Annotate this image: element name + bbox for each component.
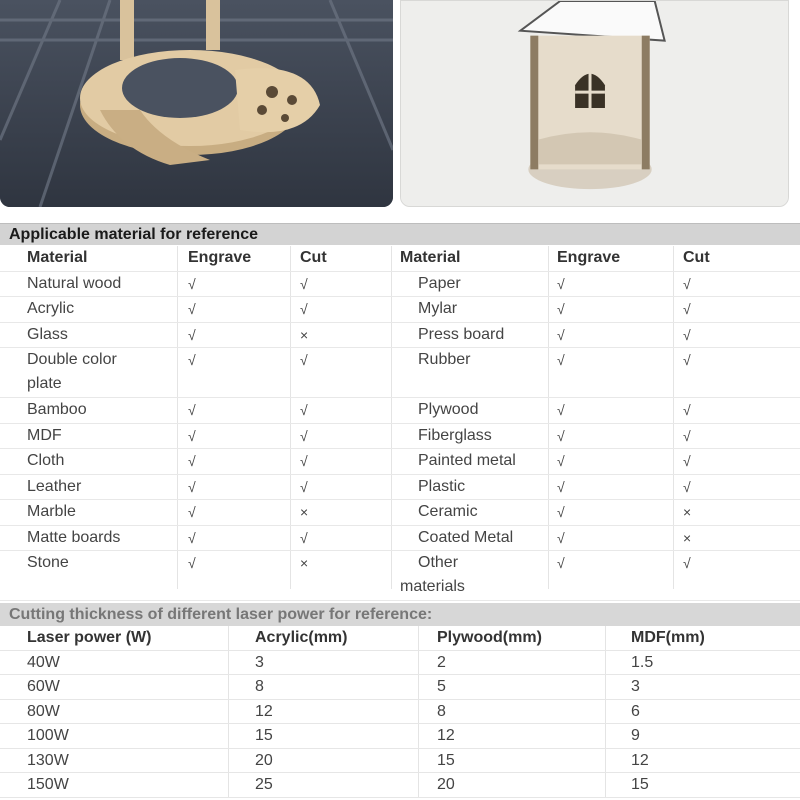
thickness-table-cell: 12 bbox=[631, 751, 649, 769]
material-table-cell: √ bbox=[188, 352, 196, 368]
material-table-cell: √ bbox=[188, 555, 196, 571]
material-table-cell: Ceramic bbox=[418, 503, 478, 520]
wooden-cutout-photo bbox=[0, 0, 393, 207]
thickness-table-cell: 12 bbox=[255, 702, 273, 720]
material-table-cell: √ bbox=[557, 504, 565, 520]
thickness-table-title: Cutting thickness of different laser power for reference: bbox=[0, 603, 800, 626]
material-table-cell: Rubber bbox=[418, 351, 471, 368]
thickness-table-cell: 20 bbox=[437, 776, 455, 793]
thickness-table-row bbox=[0, 651, 800, 676]
wooden-house-photo bbox=[400, 0, 789, 207]
material-table-header-cell: Cut bbox=[683, 249, 710, 266]
material-table-cell: Press board bbox=[418, 325, 505, 343]
material-table-cell: √ bbox=[683, 301, 691, 317]
material-table-cell: √ bbox=[300, 529, 308, 546]
thickness-table-cell: 40W bbox=[27, 653, 60, 671]
material-table-cell: √ bbox=[300, 352, 308, 368]
material-table-cell: √ bbox=[683, 555, 691, 571]
material-table-cell: √ bbox=[300, 275, 308, 292]
material-table-cell: √ bbox=[557, 301, 565, 317]
material-table-cell: Painted metal bbox=[418, 452, 516, 469]
material-table-cell: × bbox=[300, 504, 309, 520]
material-table-cell: Marble bbox=[27, 503, 76, 520]
material-table-cell: Mylar bbox=[418, 300, 458, 317]
material-table-cell: √ bbox=[557, 326, 565, 343]
material-table-cell: √ bbox=[300, 402, 308, 418]
material-table-cell: × bbox=[683, 504, 692, 520]
material-table-cell: √ bbox=[683, 275, 691, 292]
material-table-cell: √ bbox=[557, 478, 565, 495]
material-table-cell: Fiberglass bbox=[418, 426, 492, 444]
material-table-header bbox=[0, 246, 800, 272]
thickness-table-row bbox=[0, 749, 800, 774]
material-table-cell: √ bbox=[300, 301, 308, 317]
material-table-cell: MDF bbox=[27, 426, 62, 444]
material-table-header-cell: Engrave bbox=[557, 249, 621, 266]
material-table-cell: √ bbox=[557, 427, 565, 444]
material-table-row bbox=[0, 449, 800, 475]
material-table-cell: √ bbox=[300, 427, 308, 444]
material-table-cell: Natural wood bbox=[27, 274, 122, 292]
thickness-table-cell: 15 bbox=[437, 751, 455, 769]
material-table-header-cell: Material bbox=[400, 249, 461, 266]
thickness-table-header-cell: Plywood(mm) bbox=[437, 629, 542, 646]
material-table-cell: × bbox=[300, 326, 309, 343]
material-table-cell: √ bbox=[683, 352, 691, 368]
material-table-cell: √ bbox=[683, 427, 691, 444]
thickness-table-cell: 12 bbox=[437, 727, 455, 744]
material-table-title: Applicable material for reference bbox=[0, 223, 800, 245]
material-table-cell: √ bbox=[188, 453, 196, 469]
material-table-cell: √ bbox=[683, 326, 691, 343]
material-table-row bbox=[0, 323, 800, 349]
thickness-table-row bbox=[0, 700, 800, 725]
material-table-cell: √ bbox=[557, 402, 565, 418]
material-table-cell: √ bbox=[188, 427, 196, 444]
thickness-table-cell: 150W bbox=[27, 776, 69, 793]
material-table-cell: √ bbox=[300, 453, 308, 469]
material-table-cell: √ bbox=[557, 555, 565, 571]
material-table-cell: Leather bbox=[27, 477, 82, 495]
material-table-cell: √ bbox=[188, 504, 196, 520]
material-table-row bbox=[0, 424, 800, 450]
thickness-table-cell: 8 bbox=[437, 702, 446, 720]
thickness-table-cell: 1.5 bbox=[631, 653, 654, 671]
material-table-cell: Paper bbox=[418, 274, 461, 292]
material-table-cell: √ bbox=[188, 478, 196, 495]
thickness-table-cell: 6 bbox=[631, 702, 640, 720]
material-table-row bbox=[0, 348, 800, 398]
material-table-cell: Acrylic bbox=[27, 300, 75, 317]
material-table-cell: √ bbox=[188, 529, 196, 546]
material-table-cell: Bamboo bbox=[27, 401, 87, 418]
thickness-table-row bbox=[0, 675, 800, 700]
material-table-row bbox=[0, 398, 800, 424]
material-table-row bbox=[0, 500, 800, 526]
material-table-cell: √ bbox=[683, 453, 691, 469]
thickness-table-cell: 2 bbox=[437, 653, 446, 671]
material-table-cell: √ bbox=[557, 453, 565, 469]
material-table-row bbox=[0, 526, 800, 552]
material-table-row bbox=[0, 551, 800, 601]
material-table-cell: Plastic bbox=[418, 477, 466, 495]
thickness-table-row bbox=[0, 773, 800, 798]
material-table-cell: √ bbox=[188, 301, 196, 317]
material-table-cell: √ bbox=[683, 402, 691, 418]
material-table-cell: Matte boards bbox=[27, 528, 121, 546]
thickness-table-cell: 9 bbox=[631, 727, 640, 744]
material-table-cell: Cloth bbox=[27, 452, 65, 469]
material-table-row bbox=[0, 297, 800, 323]
thickness-table-cell: 60W bbox=[27, 678, 60, 695]
thickness-table bbox=[0, 626, 800, 798]
material-table-cell: × bbox=[683, 529, 692, 546]
thickness-table-header bbox=[0, 626, 800, 651]
material-table-cell: √ bbox=[188, 275, 196, 292]
material-table-cell: √ bbox=[300, 478, 308, 495]
material-table-header-cell: Engrave bbox=[188, 249, 252, 266]
thickness-table-cell: 20 bbox=[255, 751, 273, 769]
material-table-cell: √ bbox=[557, 352, 565, 368]
thickness-table-cell: 15 bbox=[631, 776, 649, 793]
material-table-cell: √ bbox=[683, 478, 691, 495]
thickness-table-cell: 80W bbox=[27, 702, 60, 720]
material-table-cell: Stone bbox=[27, 554, 69, 571]
thickness-table-cell: 3 bbox=[255, 653, 264, 671]
thickness-table-header-cell: Acrylic(mm) bbox=[255, 629, 348, 646]
material-table-row bbox=[0, 272, 800, 298]
material-table-cell: √ bbox=[557, 275, 565, 292]
material-table-row bbox=[0, 475, 800, 501]
thickness-table-cell: 15 bbox=[255, 727, 273, 744]
material-table-header-cell: Cut bbox=[300, 249, 327, 266]
thickness-table-row bbox=[0, 724, 800, 749]
material-table bbox=[0, 246, 800, 601]
material-table-cell: × bbox=[300, 555, 309, 571]
thickness-table-cell: 130W bbox=[27, 751, 69, 769]
material-table-cell: √ bbox=[188, 402, 196, 418]
material-table-cell: Other materials bbox=[400, 554, 465, 595]
thickness-table-header-cell: MDF(mm) bbox=[631, 629, 705, 646]
material-table-cell: √ bbox=[188, 326, 196, 343]
thickness-table-cell: 3 bbox=[631, 678, 640, 695]
thickness-table-cell: 5 bbox=[437, 678, 446, 695]
material-table-cell: Coated Metal bbox=[418, 528, 514, 546]
material-table-cell: Glass bbox=[27, 325, 68, 343]
thickness-table-cell: 8 bbox=[255, 678, 264, 695]
material-table-cell: Plywood bbox=[418, 401, 479, 418]
material-table-cell: Double color plate bbox=[27, 351, 117, 392]
material-table-header-cell: Material bbox=[27, 249, 88, 266]
thickness-table-cell: 25 bbox=[255, 776, 273, 793]
material-table-cell: √ bbox=[557, 529, 565, 546]
thickness-table-header-cell: Laser power (W) bbox=[27, 629, 152, 646]
thickness-table-cell: 100W bbox=[27, 727, 69, 744]
